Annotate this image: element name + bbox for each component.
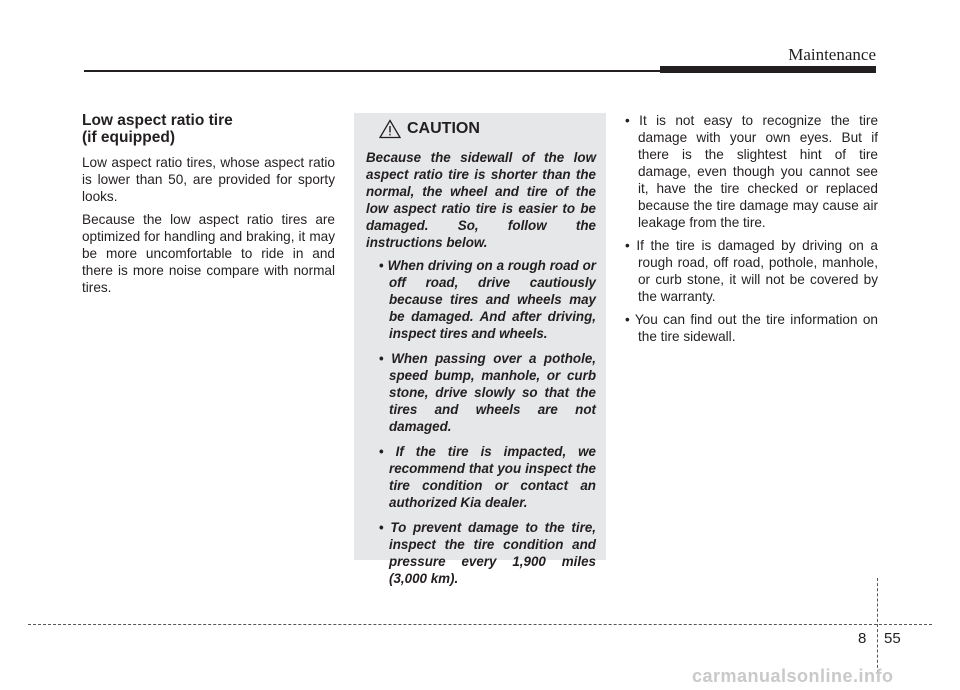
section-number: 8 <box>858 630 867 647</box>
caution-item: • When driving on a rough road or off road, drive cautiously because tires and wheels may be damaged. And after driving, inspect tires and wheels. <box>366 257 596 342</box>
header-title: Maintenance <box>788 45 876 64</box>
caution-list <box>366 257 596 587</box>
warning-triangle-icon <box>379 119 401 139</box>
watermark: carmanualsonline.info <box>692 666 894 686</box>
caution-intro: Because the sidewall of the low aspect ratio tire is shorter than the normal, the wheel and tire of the low aspect ratio tire is easier to be damaged. So, follow the instructions below. <box>366 150 596 250</box>
paragraph-2: Because the low aspect ratio tires are optimized for handling and braking, it may be more uncomfortable to ride in and there is more noise compare with normal tires. <box>82 212 335 295</box>
bullet-item: • It is not easy to recognize the tire damage with your own eyes. But if there is the slightest hint of tire damage, even though you cannot see it, have the tire checked or replaced because the tire damage may cause air leakage from the tire. <box>612 112 878 231</box>
caution-item: • If the tire is impacted, we recommend that you inspect the tire condition or contact an authorized Kia dealer. <box>366 443 596 511</box>
bullet-item: • If the tire is damaged by driving on a rough road, off road, pothole, manhole, or curb stone, it will not be covered by the warranty. <box>612 237 878 305</box>
paragraph-1: Low aspect ratio tires, whose aspect ratio is lower than 50, are provided for sporty looks. <box>82 155 335 204</box>
footer-rule <box>28 624 932 625</box>
caution-title: CAUTION <box>407 120 480 137</box>
caution-item: • To prevent damage to the tire, inspect the tire condition and pressure every 1,900 miles (3,000 km). <box>366 519 596 587</box>
section-title-line1: Low aspect ratio tire <box>82 112 233 129</box>
caution-header <box>366 119 596 139</box>
footer-divider <box>877 578 878 673</box>
header-tab-bar <box>660 66 876 73</box>
section-title-line2: (if equipped) <box>82 129 175 146</box>
info-bullet-list <box>612 112 878 345</box>
caution-box <box>354 113 606 586</box>
section-title <box>82 112 335 146</box>
caution-item: • When passing over a pothole, speed bump, manhole, or curb stone, drive slowly so that the tires and wheels are not damaged. <box>366 350 596 435</box>
left-column <box>82 112 335 302</box>
right-column <box>612 112 878 351</box>
page-number: 55 <box>884 630 901 647</box>
bullet-item: • You can find out the tire information on the tire sidewall. <box>612 311 878 345</box>
